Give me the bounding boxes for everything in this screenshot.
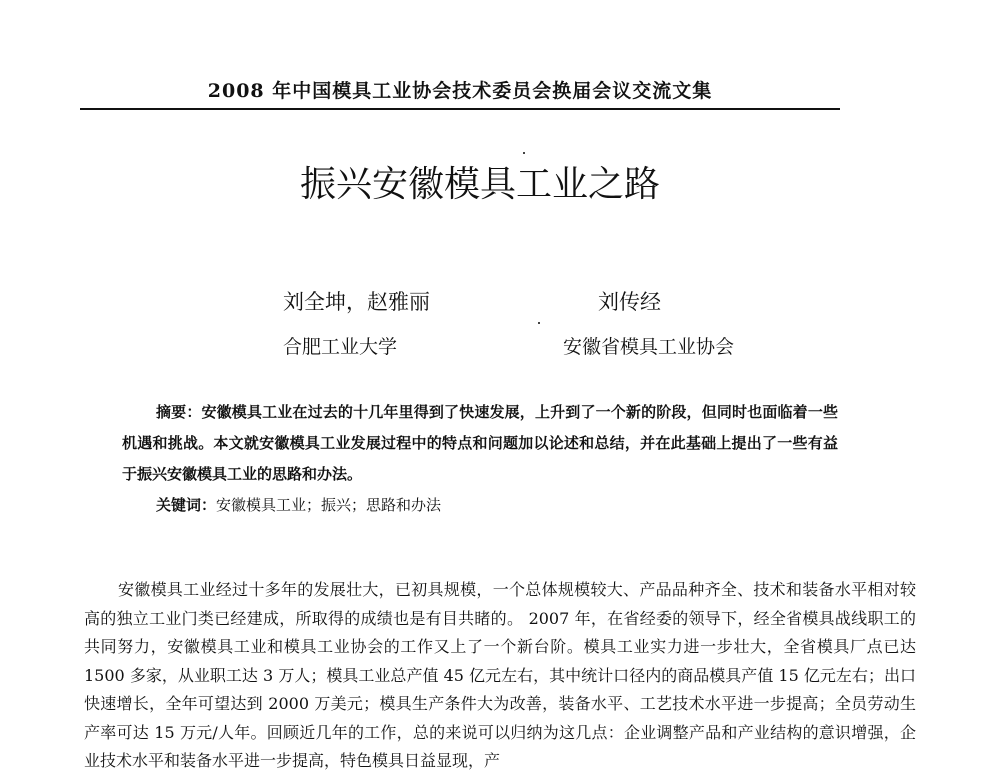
author-names-1: 刘全坤，赵雅丽 (283, 290, 430, 314)
abstract (122, 397, 838, 490)
keywords-label: 关键词： (156, 496, 217, 514)
scan-speck (538, 322, 540, 324)
keywords (156, 494, 441, 515)
header-rule (80, 108, 840, 110)
abstract-text: 安徽模具工业在过去的十几年里得到了快速发展，上升到了一个新的阶段，但同时也面临着一些机遇和挑战。本文就安徽模具工业发展过程中的特点和问题加以论述和总结，并在此基础上提出了一些有益于振兴安徽模具工业的思路和办法。 (122, 403, 838, 483)
body-paragraph: 安徽模具工业经过十多年的发展壮大，已初具规模，一个总体规模较大、产品品种齐全、技术和装备水平相对较高的独立工业门类已经建成，所取得的成绩也是有目共睹的。 2007 年，在省经委的领导下，经全省模具战线职工的共同努力，安徽模具工业和模具工业协会的工作又上了一个新台阶。模具工业实力进一步壮大，全省模具厂点已达 1500 多家，从业职工达 3 万人；模具工业总产值 45 亿元左右，其中统计口径内的商品模具产值 15 亿元左右；出口快速增长，全年可望达到 2000 万美元；模具生产条件大为改善，装备水平、工艺技术水平进一步提高；全员劳动生产率可达 15 万元/人年。回顾近几年的工作，总的来说可以归纳为这几点：企业调整产品和产业结构的意识增强，企业技术水平和装备水平进一步提高，特色模具日益显现，产 (84, 580, 916, 770)
paper-title: 振兴安徽模具工业之路 (299, 164, 660, 205)
running-header: 2008 年中国模具工业协会技术委员会换届会议交流文集 (207, 80, 713, 102)
author-names-2: 刘传经 (598, 290, 661, 314)
scan-speck (523, 152, 525, 154)
keywords-text: 安徽模具工业；振兴；思路和办法 (216, 496, 442, 514)
abstract-label: 摘要： (156, 403, 202, 421)
author-affiliation-1: 合肥工业大学 (283, 336, 398, 358)
author-affiliation-2: 安徽省模具工业协会 (563, 336, 735, 358)
